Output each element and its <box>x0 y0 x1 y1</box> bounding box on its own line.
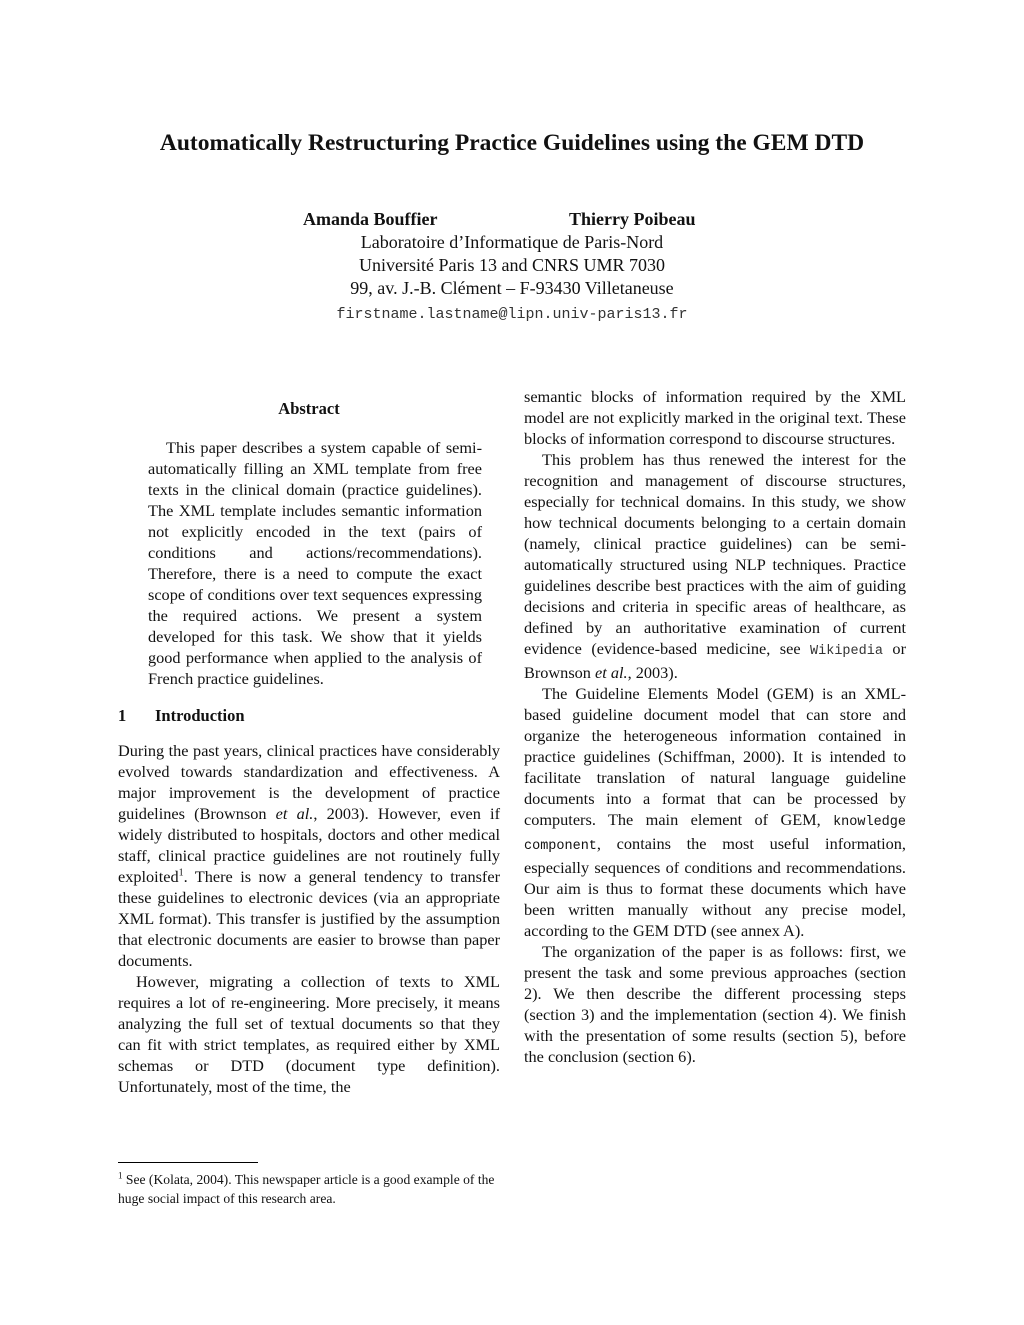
right-paragraph-1: semantic blocks of information required by the XML model are not explicitly marked in the original text. These blocks of information correspond to discourse structures. <box>524 387 906 448</box>
code-term: knowledge component <box>524 815 906 854</box>
text-run: or Brownson <box>524 639 906 682</box>
footnote-text: See (Kolata, 2004). This newspaper article is a good example of the huge social impact of this research area. <box>118 1172 495 1206</box>
text-run: , 2003). However, even if widely distributed to hospitals, doctors and other medical staff, clinical practice guidelines are not routinely fully exploited <box>118 804 501 886</box>
intro-paragraph-1 <box>118 740 500 971</box>
text-run: This problem has thus renewed the interest for the recognition and management of discourse structures, especially for technical domains. In this study, we show how technical documents belonging to a certain domain (namely, clinical practice guidelines) can be semi-automatically structured using NLP techniques. Practice guidelines describe best practices with the aim of guiding decisions and criteria in specific areas of healthcare, as defined by an authoritative examination of current evidence (evidence-based medicine, see <box>524 450 906 658</box>
section-title: Introduction <box>155 706 245 725</box>
left-column <box>118 386 500 1097</box>
wikipedia-link[interactable]: Wikipedia <box>810 644 883 659</box>
affiliation: Laboratoire d’Informatique de Paris-Nord <box>360 232 664 252</box>
right-paragraph-4: The organization of the paper is as follows: first, we present the task and some previous approaches (section 2). We then describe the different processing steps (section 3) and the implementation (section 4). We finish with the presentation of some results (section 5), before the conclusion (section 6). <box>524 942 906 1066</box>
section-number: 1 <box>118 706 127 725</box>
intro-paragraph-2: However, migrating a collection of texts to XML requires a lot of re-engineering. More precisely, it means analyzing the full set of textual documents so that they can fit with strict templates, as required either by XML schemas or DTD (document type definition). Unfortunately, most of the time, the <box>118 972 500 1096</box>
right-paragraph-2 <box>524 449 906 683</box>
abstract-text: This paper describes a system capable of semi-automatically filling an XML template from free texts in the clinical domain (practice guidelines). The XML template includes semantic information not explicitly encoded in the text (pairs of conditions and actions/recommendations). Therefore, there is a need to compute the exact scope of conditions over text sequences expressing the required actions. We present a system developed for this task. We show that it yields good performance when applied to the analysis of French practice guidelines. <box>148 438 482 688</box>
text-run: The Guideline Elements Model (GEM) is an XML-based guideline document model that can store and organize the heterogeneous information contained in practice guidelines (Schiffman, 2000). It is intended to facilitate translation of natural language guideline documents into a format that can be processed by computers. The main element of GEM, <box>524 684 906 829</box>
address: 99, av. J.-B. Clément – F-93430 Villetaneuse <box>350 278 674 298</box>
email-address: firstname.lastname@lipn.univ-paris13.fr <box>336 306 688 323</box>
footnote <box>118 1170 500 1208</box>
section-heading-introduction <box>118 705 500 726</box>
author-block <box>0 208 1024 326</box>
footnote-divider <box>118 1162 258 1163</box>
footnote-marker[interactable]: 1 <box>178 867 184 879</box>
author-name-2: Thierry Poibeau <box>569 209 696 229</box>
et-al-italic: et al. <box>595 663 628 682</box>
text-run: During the past years, clinical practices have considerably evolved towards standardization and effectiveness. A major improvement is the development of practice guidelines (Brownson <box>118 741 500 823</box>
et-al-italic: et al. <box>275 804 314 823</box>
author-names <box>0 208 1024 231</box>
university: Université Paris 13 and CNRS UMR 7030 <box>359 255 665 275</box>
text-run: . There is now a general tendency to transfer these guidelines to electronic devices (via an appropriate XML format). This transfer is justified by the assumption that electronic documents are easier to browse than paper documents. <box>118 867 500 970</box>
paper-title: Automatically Restructuring Practice Guidelines using the GEM DTD <box>159 130 865 156</box>
footnote-number: 1 <box>118 1170 123 1181</box>
text-run: , 2003). <box>627 663 678 682</box>
author-name-1: Amanda Bouffier <box>303 209 438 229</box>
right-paragraph-3 <box>524 683 906 941</box>
right-column <box>524 386 906 1067</box>
text-run: , contains the most useful information, especially sequences of conditions and recommendations. Our aim is thus to format these documents which have been written manually without any precise model, according to the GEM DTD (see annex A). <box>524 834 906 940</box>
abstract-heading: Abstract <box>278 399 340 418</box>
